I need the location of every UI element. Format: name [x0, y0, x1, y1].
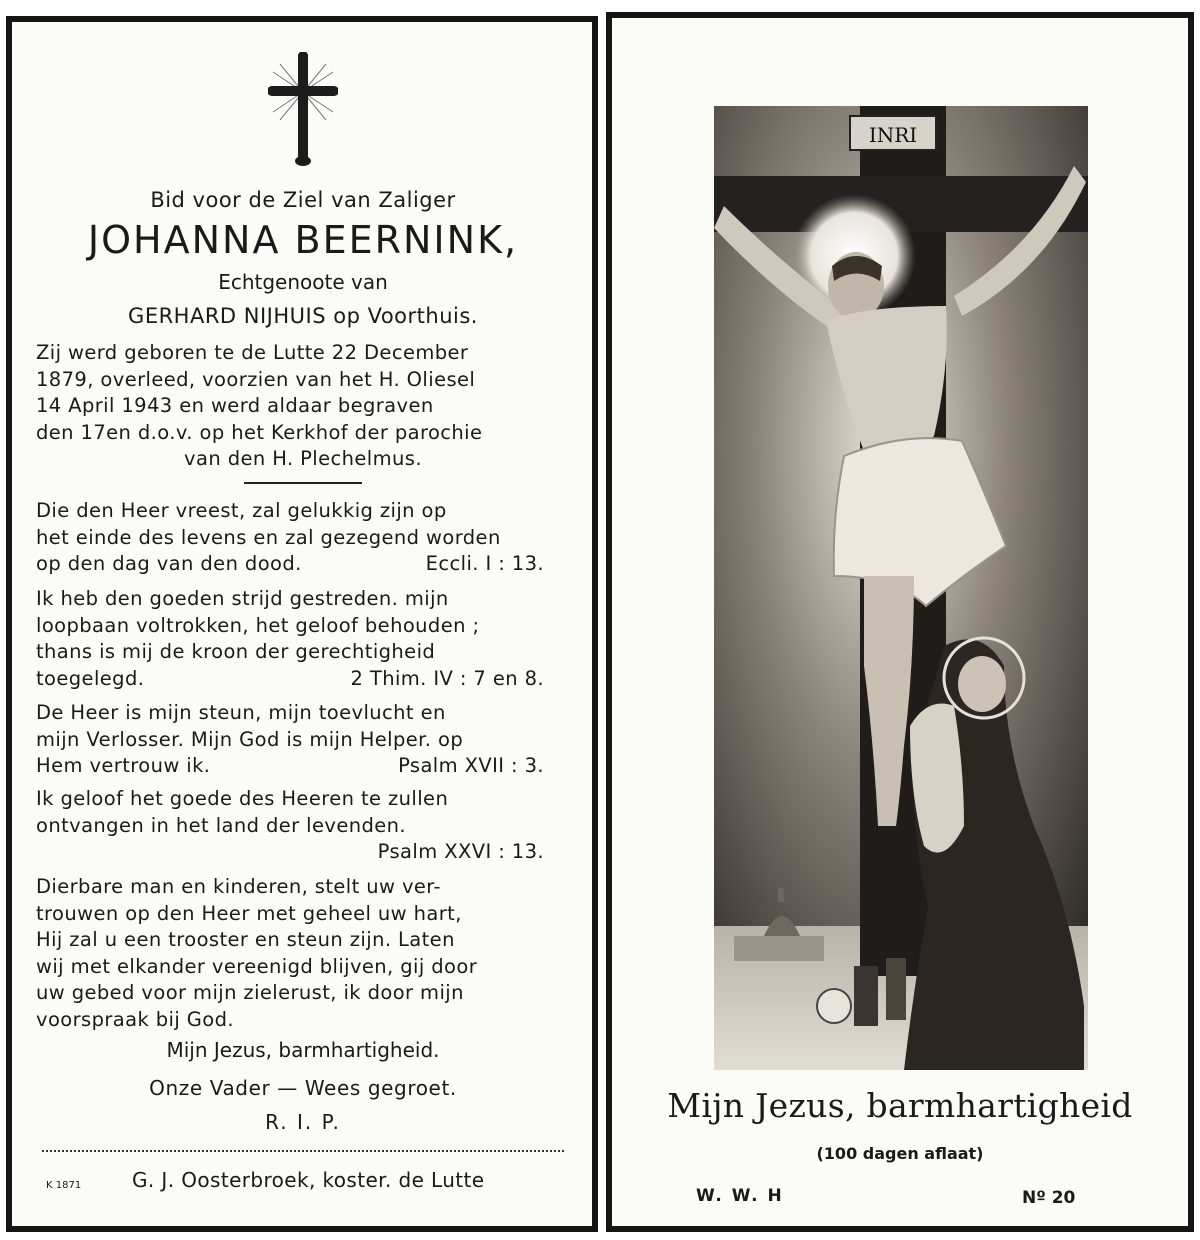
verse-line: uw gebed voor mijn zielerust, ik door mijn — [36, 981, 464, 1004]
verse-3 — [36, 700, 570, 780]
indulgence-note: (100 dagen aflaat) — [816, 1144, 984, 1163]
verse-2 — [36, 586, 570, 692]
verse-line: Die den Heer vreest, zal gelukkig zijn op — [36, 499, 447, 522]
verse-line: thans is mij de kroon der gerechtigheid — [36, 640, 436, 663]
verse-5 — [36, 874, 570, 1033]
bio-line: 14 April 1943 en werd aldaar begraven — [36, 394, 434, 417]
deceased-name: JOHANNA BEERNINK, — [87, 218, 519, 262]
verse-line: toegelegd. — [36, 666, 145, 690]
prayer-line: Mijn Jezus, barmhartigheid. — [166, 1038, 440, 1062]
verse-reference: Psalm XVII : 3. — [398, 754, 544, 777]
verse-line: Hem vertrouw ik. — [36, 754, 211, 777]
verse-reference: 2 Thim. IV : 7 en 8. — [350, 666, 544, 690]
cross-icon — [268, 52, 338, 167]
dotted-divider — [42, 1150, 564, 1152]
image-caption: Mijn Jezus, barmhartigheid — [667, 1086, 1133, 1125]
devotional-image-card — [606, 12, 1194, 1232]
intro-line: Bid voor de Ziel van Zaliger — [150, 188, 456, 212]
printer-credit: G. J. Oosterbroek, koster. de Lutte — [132, 1168, 485, 1192]
verse-line: Ik geloof het goede des Heeren te zullen — [36, 787, 449, 810]
memorial-text-card — [6, 16, 598, 1232]
verse-4 — [36, 786, 570, 866]
publisher-mark: W. W. H — [696, 1186, 784, 1206]
biography — [36, 340, 570, 473]
verse-line: De Heer is mijn steun, mijn toevlucht en — [36, 701, 446, 724]
verse-line: Ik heb den goeden strijd gestreden. mijn — [36, 587, 449, 610]
prayer-line: Onze Vader — Wees gegroet. — [149, 1076, 457, 1100]
verse-reference: Psalm XXVI : 13. — [377, 840, 544, 863]
verse-line: wij met elkander vereenigd blijven, gij door — [36, 954, 478, 978]
spouse-name: GERHARD NIJHUIS op Voorthuis. — [128, 304, 478, 328]
verse-line: voorspraak bij God. — [36, 1007, 234, 1031]
verse-line: loopbaan voltrokken, het geloof behouden ; — [36, 613, 480, 637]
verse-line: trouwen op den Heer met geheel uw hart, — [36, 901, 462, 925]
bio-line: Zij werd geboren te de Lutte 22 December — [36, 341, 469, 364]
verse-reference: Eccli. I : 13. — [425, 552, 544, 575]
verse-line: Dierbare man en kinderen, stelt uw ver- — [36, 875, 441, 898]
verse-line: het einde des levens en zal gezegend worden — [36, 525, 501, 549]
verse-line: ontvangen in het land der levenden. — [36, 813, 407, 837]
verse-1 — [36, 498, 570, 578]
crucifixion-image — [714, 106, 1088, 1070]
rip-text: R. I. P. — [265, 1110, 341, 1134]
verse-line: Hij zal u een trooster en steun zijn. Laten — [36, 928, 455, 951]
bio-line: den 17en d.o.v. op het Kerkhof der parochie — [36, 420, 483, 444]
print-code: K 1871 — [46, 1180, 82, 1191]
spouse-intro: Echtgenoote van — [218, 270, 388, 294]
bio-line: 1879, overleed, voorzien van het H. Oliesel — [36, 367, 476, 391]
inri-sign: INRI — [868, 123, 918, 147]
divider — [244, 482, 362, 484]
card-number: Nº 20 — [1022, 1188, 1076, 1208]
bio-line: van den H. Plechelmus. — [184, 447, 422, 470]
verse-line: mijn Verlosser. Mijn God is mijn Helper. op — [36, 727, 464, 751]
verse-line: op den dag van den dood. — [36, 552, 302, 575]
